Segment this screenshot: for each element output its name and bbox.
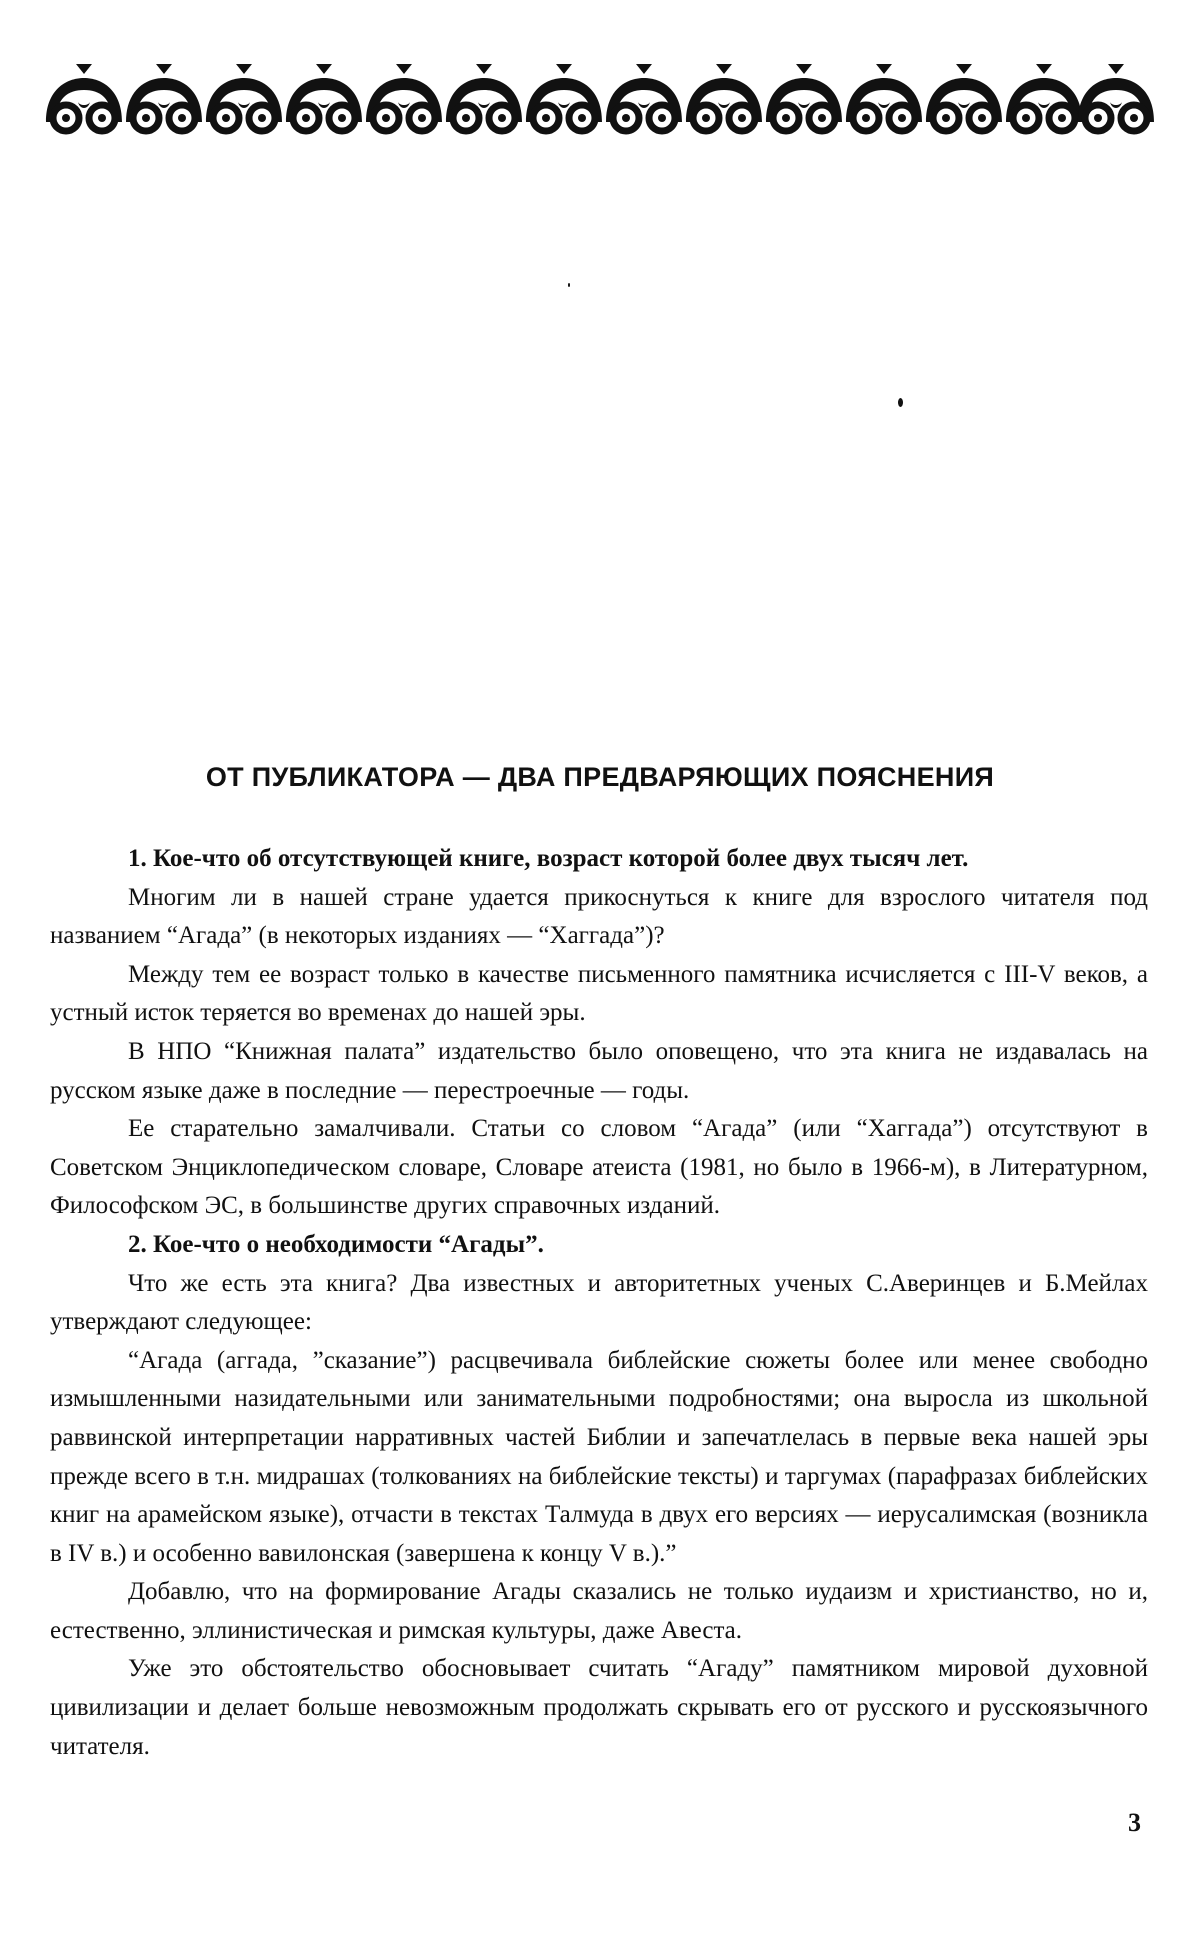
paragraph: Добавлю, что на формирование Агады сказались не только иудаизм и христианство, но и, естественно, эллинистическая и римская культуры, даже Авеста. (50, 1578, 1148, 1644)
paragraph: Многим ли в нашей стране удается прикоснуться к книге для взрослого читателя под названием “Агада” (в некоторых изданиях — “Хаггада”)? (50, 883, 1148, 950)
paragraph: В НПО “Книжная палата” издательство было оповещено, что эта книга не издавалась на русском языке даже в последние — перестроечные — годы. (50, 1037, 1148, 1104)
print-speck (898, 398, 903, 407)
paragraph: Ее старательно замалчивали. Статьи со словом “Агада” (или “Хаггада”) отсутствуют в Советском Энциклопедическом словаре, Словаре атеиста (1981, но было в 1966-м), в Литературном, Философском ЭС, в большинстве других справочных изданий. (50, 1115, 1148, 1220)
paragraph: Что же есть эта книга? Два известных и авторитетных ученых С.Аверинцев и Б.Мейлах утверждают следующее: (50, 1269, 1148, 1336)
paragraph: Между тем ее возраст только в качестве письменного памятника исчисляется с III-V веков, а устный исток теряется во временах до нашей эры. (50, 960, 1148, 1027)
block-quote: “Агада (аггада, ”сказание”) расцвечивала библейские сюжеты более или менее свободно измышленными назидательными или занимательными подробностями; она выросла из школьной раввинской интерпретации нарративных частей Библии и запечатлелась в первые века нашей эры прежде всего в т.н. мидрашах (толкованиях на библейские тексты) и таргумах (парафразах библейских книг на арамейском языке), отчасти в текстах Талмуда в двух его версиях — иерусалимская (возникла в IV в.) и особенно вавилонская (завершена к концу V в.).” (50, 1346, 1148, 1567)
page-title: ОТ ПУБЛИКАТОРА — ДВА ПРЕДВАРЯЮЩИХ ПОЯСНЕНИЯ (205, 762, 995, 792)
section-2-heading: 2. Кое-что о необходимости “Агады”. (128, 1230, 544, 1258)
article-body (50, 840, 1148, 1766)
swirl-border-ornament-icon (44, 62, 1156, 136)
page-number: 3 (1128, 1808, 1141, 1837)
print-speck (568, 283, 570, 287)
paragraph: Уже это обстоятельство обосновывает считать “Агаду” памятником мировой духовной цивилизации и делает больше невозможным продолжать скрывать его от русского и русскоязычного читателя. (50, 1655, 1148, 1760)
section-1-heading: 1. Кое-что об отсутствующей книге, возраст которой более двух тысяч лет. (128, 845, 969, 872)
